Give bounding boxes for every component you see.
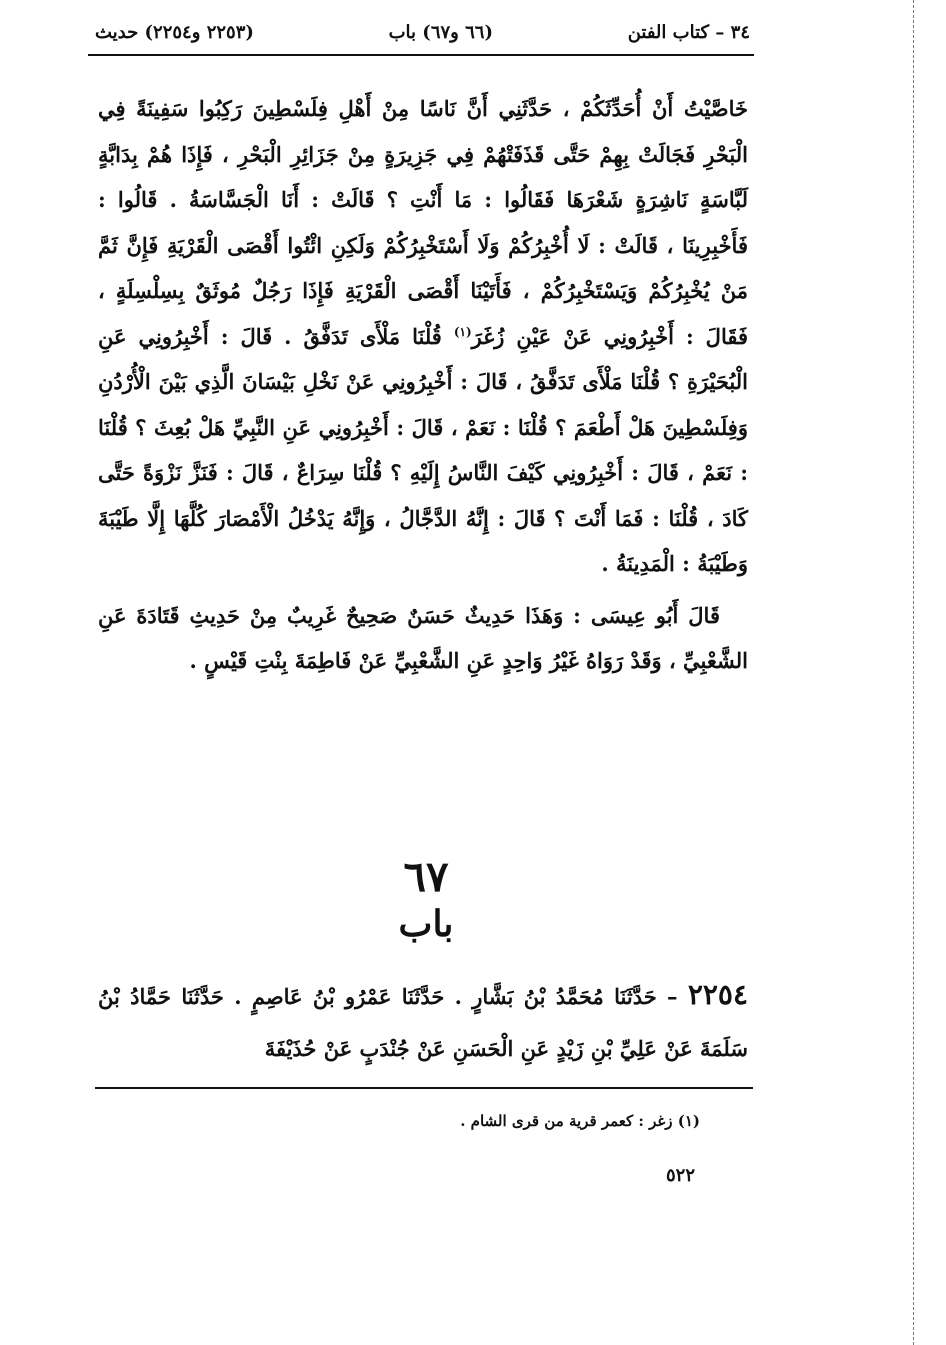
section-number: ٦٧ [403,852,449,901]
running-header [95,16,750,48]
footnote: (١) زغر : كعمر قرية من قرى الشام . [460,1112,700,1130]
footnote-divider [95,1087,753,1089]
paragraph-text-part-1: خَاصَّيْتُ أَنْ أُحَدِّثَكُمْ ، حَدَّثَنِي أَنَّ نَاسًا مِنْ أَهْلِ فِلَسْطِينَ رَكِبُوا سَفِينَةً فِي الْبَحْرِ فَجَالَتْ بِهِمْ حَتَّى قَذَفَتْهُمْ فِي جَزِيرَةٍ مِنْ جَزَائِرِ الْبَحْرِ ، فَإِذَا هُمْ بِدَابَّةٍ لَبَّاسَةٍ نَاشِرَةٍ شَعْرَهَا فَقَالُوا : مَا أَنْتِ ؟ قَالَتْ : أَنَا الْجَسَّاسَةُ . قَالُوا : فَأَخْبِرِينَا ، قَالَتْ : لَا أُخْبِرُكُمْ وَلَا أَسْتَخْبِرُكُمْ وَلَكِنِ ائْتُوا أَقْصَى الْقَرْيَةِ فَإِنَّ ثَمَّ مَنْ يُخْبِرُكُمْ وَيَسْتَخْبِرُكُمْ ، فَأَتَيْنَا أَقْصَى الْقَرْيَةِ فَإِذَا رَجُلٌ مُوثَقٌ بِسِلْسِلَةٍ ، فَقَالَ : أَخْبِرُونِي عَنْ عَيْنِ زُغَرَ [98,96,749,349]
footnote-reference: (١) [453,324,472,339]
header-section-label: (٦٦ و٦٧) باب [388,21,493,43]
main-text [98,86,748,684]
hadith-chain-text: – حَدَّثَنَا مُحَمَّدُ بْنُ بَشَّارٍ . حَدَّثَنَا عَمْرُو بْنُ عَاصِمٍ . حَدَّثَنَا حَمَّادُ بْنُ سَلَمَةَ عَنْ عَلِيِّ بْنِ زَيْدٍ عَنِ الْحَسَنِ عَنْ جُنْدَبٍ عَنْ حُذَيْفَةَ [98,984,748,1061]
hadith-text-paragraph [98,86,748,587]
paragraph-text-part-2: قُلْنَا مَلْأَى تَدَفَّقُ . قَالَ : أَخْبِرُونِي عَنِ الْبُحَيْرَةِ ؟ قُلْنَا مَلْأَى تَدَفَّقُ ، قَالَ : أَخْبِرُونِي عَنْ نَخْلِ بَيْسَانَ الَّذِي بَيْنَ الْأُرْدُنِ وَفِلَسْطِينَ هَلْ أَطْعَمَ ؟ قُلْنَا : نَعَمْ ، قَالَ : أَخْبِرُونِي عَنِ النَّبِيِّ هَلْ بُعِثَ ؟ قُلْنَا : نَعَمْ ، قَالَ : أَخْبِرُونِي كَيْفَ النَّاسُ إِلَيْهِ ؟ قُلْنَا سِرَاعٌ ، قَالَ : فَنَزَّ نَزْوَةً حَتَّى كَادَ ، قُلْنَا : فَمَا أَنْتَ ؟ قَالَ : إِنَّهُ الدَّجَّالُ ، وَإِنَّهُ يَدْخُلُ الْأَمْصَارَ كُلَّهَا إِلَّا طَيْبَةَ وَطَيْبَةُ : الْمَدِينَةُ . [98,323,748,576]
header-hadith-range: (٢٢٥٣ و٢٢٥٤) حديث [95,21,254,43]
section-title: باب [398,903,454,945]
hadith-number: ٢٢٥٤ [687,978,748,1011]
header-chapter-title: ٣٤ – كتاب الفتن [627,21,750,43]
commentary-paragraph: قَالَ أَبُو عِيسَى : وَهَذَا حَدِيثٌ حَسَنٌ صَحِيحٌ غَرِيبٌ مِنْ حَدِيثِ قَتَادَةَ عَنِ الشَّعْبِيِّ ، وَقَدْ رَوَاهُ غَيْرُ وَاحِدٍ عَنِ الشَّعْبِيِّ عَنْ فَاطِمَةَ بِنْتِ قَيْسٍ . [98,602,748,673]
header-divider [88,54,754,56]
page-number: ٥٢٢ [665,1165,695,1186]
hadith-2254-text [98,969,748,1075]
page-edge-dashed-line [913,0,914,1345]
